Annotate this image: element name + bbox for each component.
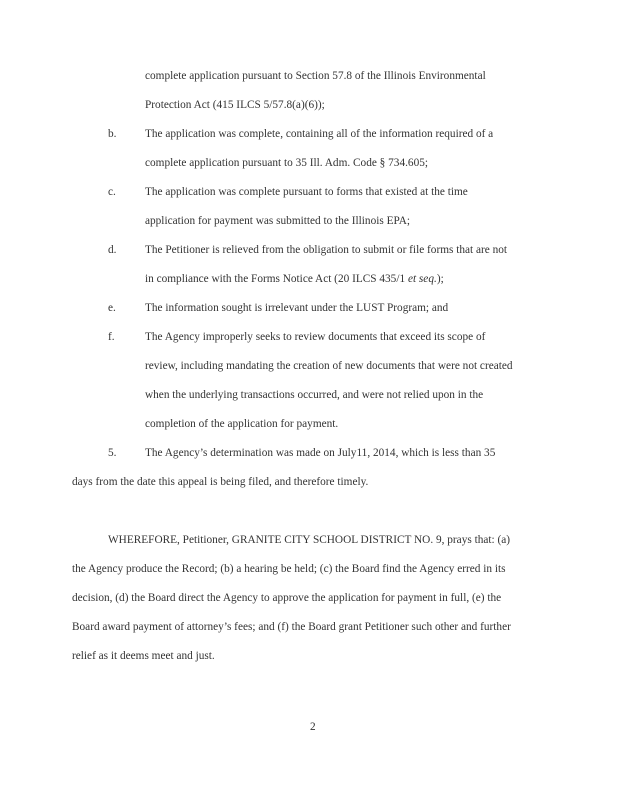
item-f-label: f.: [108, 331, 115, 343]
item-b-label: b.: [108, 128, 117, 140]
item-b-line-1: The application was complete, containing all of the information required of a: [145, 128, 494, 140]
paragraph-5-number: 5.: [108, 447, 117, 459]
item-e-label: e.: [108, 302, 116, 314]
item-f-line-3: when the underlying transactions occurred, and were not relied upon in the: [145, 389, 484, 401]
item-d-line-2: in compliance with the Forms Notice Act (20 ILCS 435/1 et seq.);: [145, 273, 444, 285]
item-d-label: d.: [108, 244, 117, 256]
item-c-line-2: application for payment was submitted to the Illinois EPA;: [145, 215, 411, 227]
wherefore-line-3: decision, (d) the Board direct the Agency to approve the application for payment in full, (e) the: [72, 592, 502, 604]
paragraph-5-line-2: days from the date this appeal is being filed, and therefore timely.: [72, 476, 369, 488]
item-b-line-2: complete application pursuant to 35 Ill. Adm. Code § 734.605;: [145, 157, 429, 169]
wherefore-line-2: the Agency produce the Record; (b) a hearing be held; (c) the Board find the Agency erred in its: [72, 563, 506, 575]
paragraph-5-line-1: The Agency’s determination was made on July11, 2014, which is less than 35: [145, 447, 496, 459]
item-f-line-2: review, including mandating the creation of new documents that were not created: [145, 360, 513, 372]
wherefore-line-5: relief as it deems meet and just.: [72, 650, 215, 662]
item-f-line-1: The Agency improperly seeks to review documents that exceed its scope of: [145, 331, 486, 343]
item-c-line-1: The application was complete pursuant to forms that existed at the time: [145, 186, 468, 198]
page-number: 2: [310, 721, 316, 733]
item-a-line-2: Protection Act (415 ILCS 5/57.8(a)(6));: [145, 99, 325, 111]
item-d-line-1: The Petitioner is relieved from the obligation to submit or file forms that are not: [145, 244, 508, 256]
item-c-label: c.: [108, 186, 116, 198]
wherefore-line-4: Board award payment of attorney’s fees; and (f) the Board grant Petitioner such other and further: [72, 621, 511, 633]
item-e-line-1: The information sought is irrelevant under the LUST Program; and: [145, 302, 449, 314]
item-a-line-1: complete application pursuant to Section 57.8 of the Illinois Environmental: [145, 70, 486, 82]
et-seq: et seq.: [407, 273, 437, 285]
wherefore-line-1: WHEREFORE, Petitioner, GRANITE CITY SCHOOL DISTRICT NO. 9, prays that: (a): [108, 534, 511, 546]
item-f-line-4: completion of the application for payment.: [145, 418, 339, 430]
